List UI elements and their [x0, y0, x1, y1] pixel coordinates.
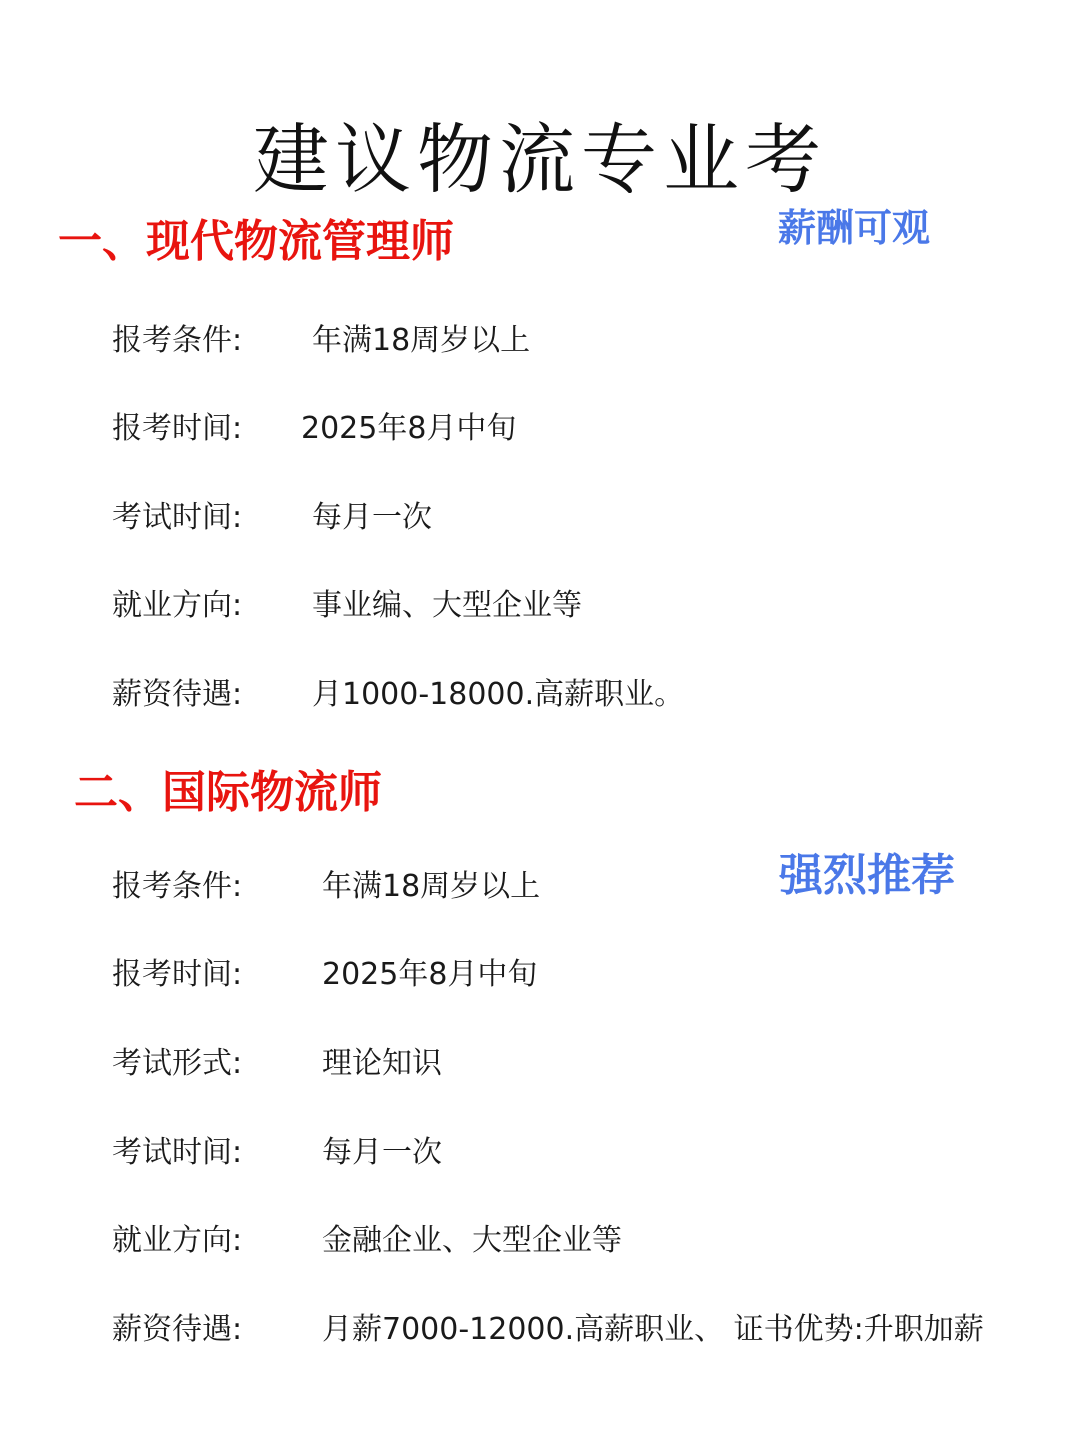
row-value: 每月一次: [322, 1135, 442, 1170]
section-heading-international-logistics: 二、国际物流师: [74, 767, 382, 818]
row-label: 薪资待遇:: [112, 677, 243, 712]
page-title: 建议物流专业考: [253, 115, 827, 204]
row-label: 报考时间:: [112, 411, 243, 446]
row-label: 就业方向:: [112, 588, 243, 623]
row-value: 金融企业、大型企业等: [322, 1223, 622, 1258]
row-value: 月薪7000-12000.高薪职业、 证书优势:升职加薪: [322, 1312, 984, 1347]
row-label: 报考条件:: [112, 323, 243, 358]
row-label: 考试时间:: [112, 1135, 243, 1170]
row-label: 考试时间:: [112, 500, 243, 535]
row-label: 报考时间:: [112, 957, 243, 992]
row-value: 年满18周岁以上: [312, 323, 531, 358]
row-label: 薪资待遇:: [112, 1312, 243, 1347]
row-value: 每月一次: [312, 500, 432, 535]
callout-salary-considerable: 薪酬可观: [778, 206, 931, 250]
row-label: 报考条件:: [112, 869, 243, 904]
row-value: 2025年8月中旬: [301, 411, 517, 446]
section-heading-modern-logistics-manager: 一、现代物流管理师: [58, 216, 454, 267]
row-value: 年满18周岁以上: [322, 869, 541, 904]
row-value: 月1000-18000.高薪职业。: [312, 677, 685, 712]
row-value: 理论知识: [322, 1046, 442, 1081]
row-value: 2025年8月中旬: [322, 957, 538, 992]
callout-highly-recommended: 强烈推荐: [779, 850, 955, 901]
row-value: 事业编、大型企业等: [312, 588, 582, 623]
row-label: 就业方向:: [112, 1223, 243, 1258]
row-label: 考试形式:: [112, 1046, 243, 1081]
